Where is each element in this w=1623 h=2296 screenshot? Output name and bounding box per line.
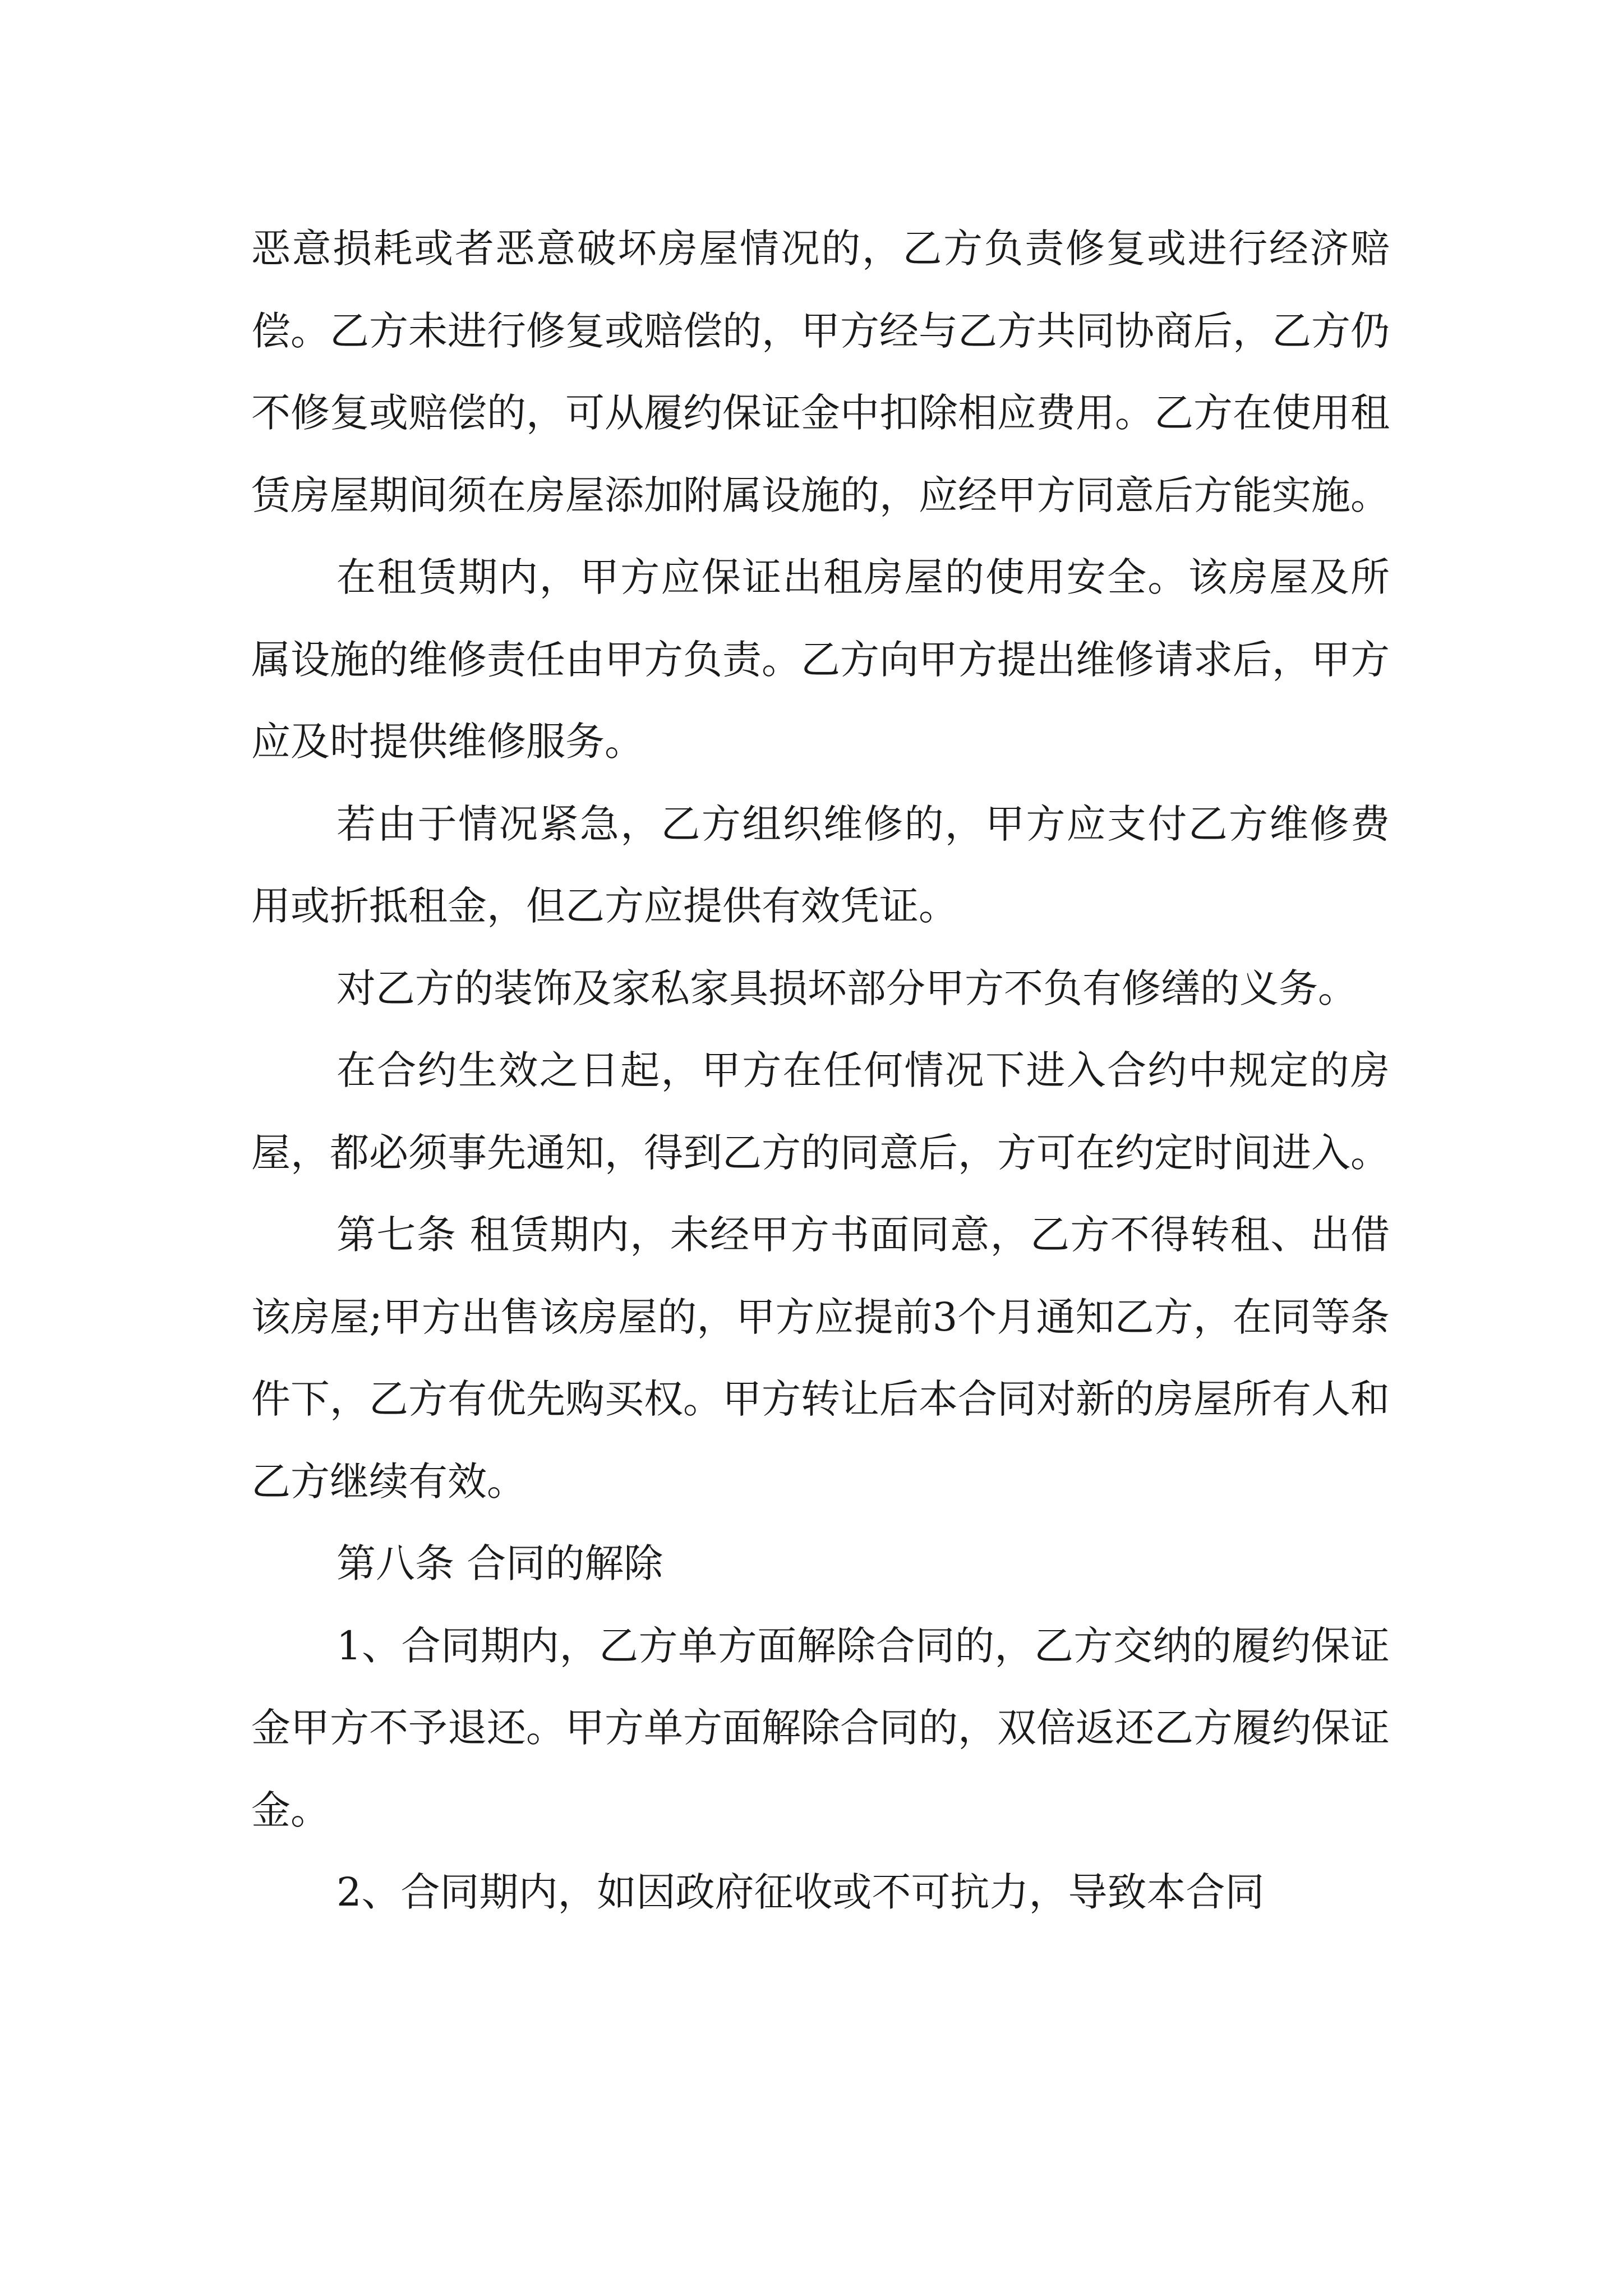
heading-article-eight: 第八条 合同的解除 xyxy=(336,1540,663,1586)
paragraph-damage-repair: 恶意损耗或者恶意破坏房屋情况的，乙方负责修复或进行经济赔偿。乙方未进行修复或赔偿的，甲方经与乙方共同协商后，乙方仍不修复或赔偿的，可从履约保证金中扣除相应费用。乙方在使用租赁房屋期间须在房屋添加附属设施的，应经甲方同意后方能实施。 xyxy=(251,226,1390,518)
paragraph-termination-item-1: 1、合同期内，乙方单方面解除合同的，乙方交纳的履约保证金甲方不予退还。甲方单方面解除合同的，双倍返还乙方履约保证金。 xyxy=(251,1622,1390,1833)
contract-body-text xyxy=(251,208,1390,1934)
paragraph-article-seven: 第七条 租赁期内，未经甲方书面同意，乙方不得转租、出借该房屋;甲方出售该房屋的，甲方应提前3个月通知乙方，在同等条件下，乙方有优先购买权。甲方转让后本合同对新的房屋所有人和乙方继续有效。 xyxy=(251,1212,1390,1504)
paragraph-landlord-maintenance: 在租赁期内，甲方应保证出租房屋的使用安全。该房屋及所属设施的维修责任由甲方负责。乙方向甲方提出维修请求后，甲方应及时提供维修服务。 xyxy=(251,554,1390,765)
paragraph-tenant-furniture: 对乙方的装饰及家私家具损坏部分甲方不负有修缮的义务。 xyxy=(336,965,1357,1011)
paragraph-entry-notice: 在合约生效之日起，甲方在任何情况下进入合约中规定的房屋，都必须事先通知，得到乙方的同意后，方可在约定时间进入。 xyxy=(251,1047,1390,1176)
paragraph-termination-item-2: 2、合同期内，如因政府征收或不可抗力，导致本合同 xyxy=(336,1869,1265,1915)
paragraph-emergency-repair: 若由于情况紧急，乙方组织维修的，甲方应支付乙方维修费用或折抵租金，但乙方应提供有效凭证。 xyxy=(251,800,1390,929)
